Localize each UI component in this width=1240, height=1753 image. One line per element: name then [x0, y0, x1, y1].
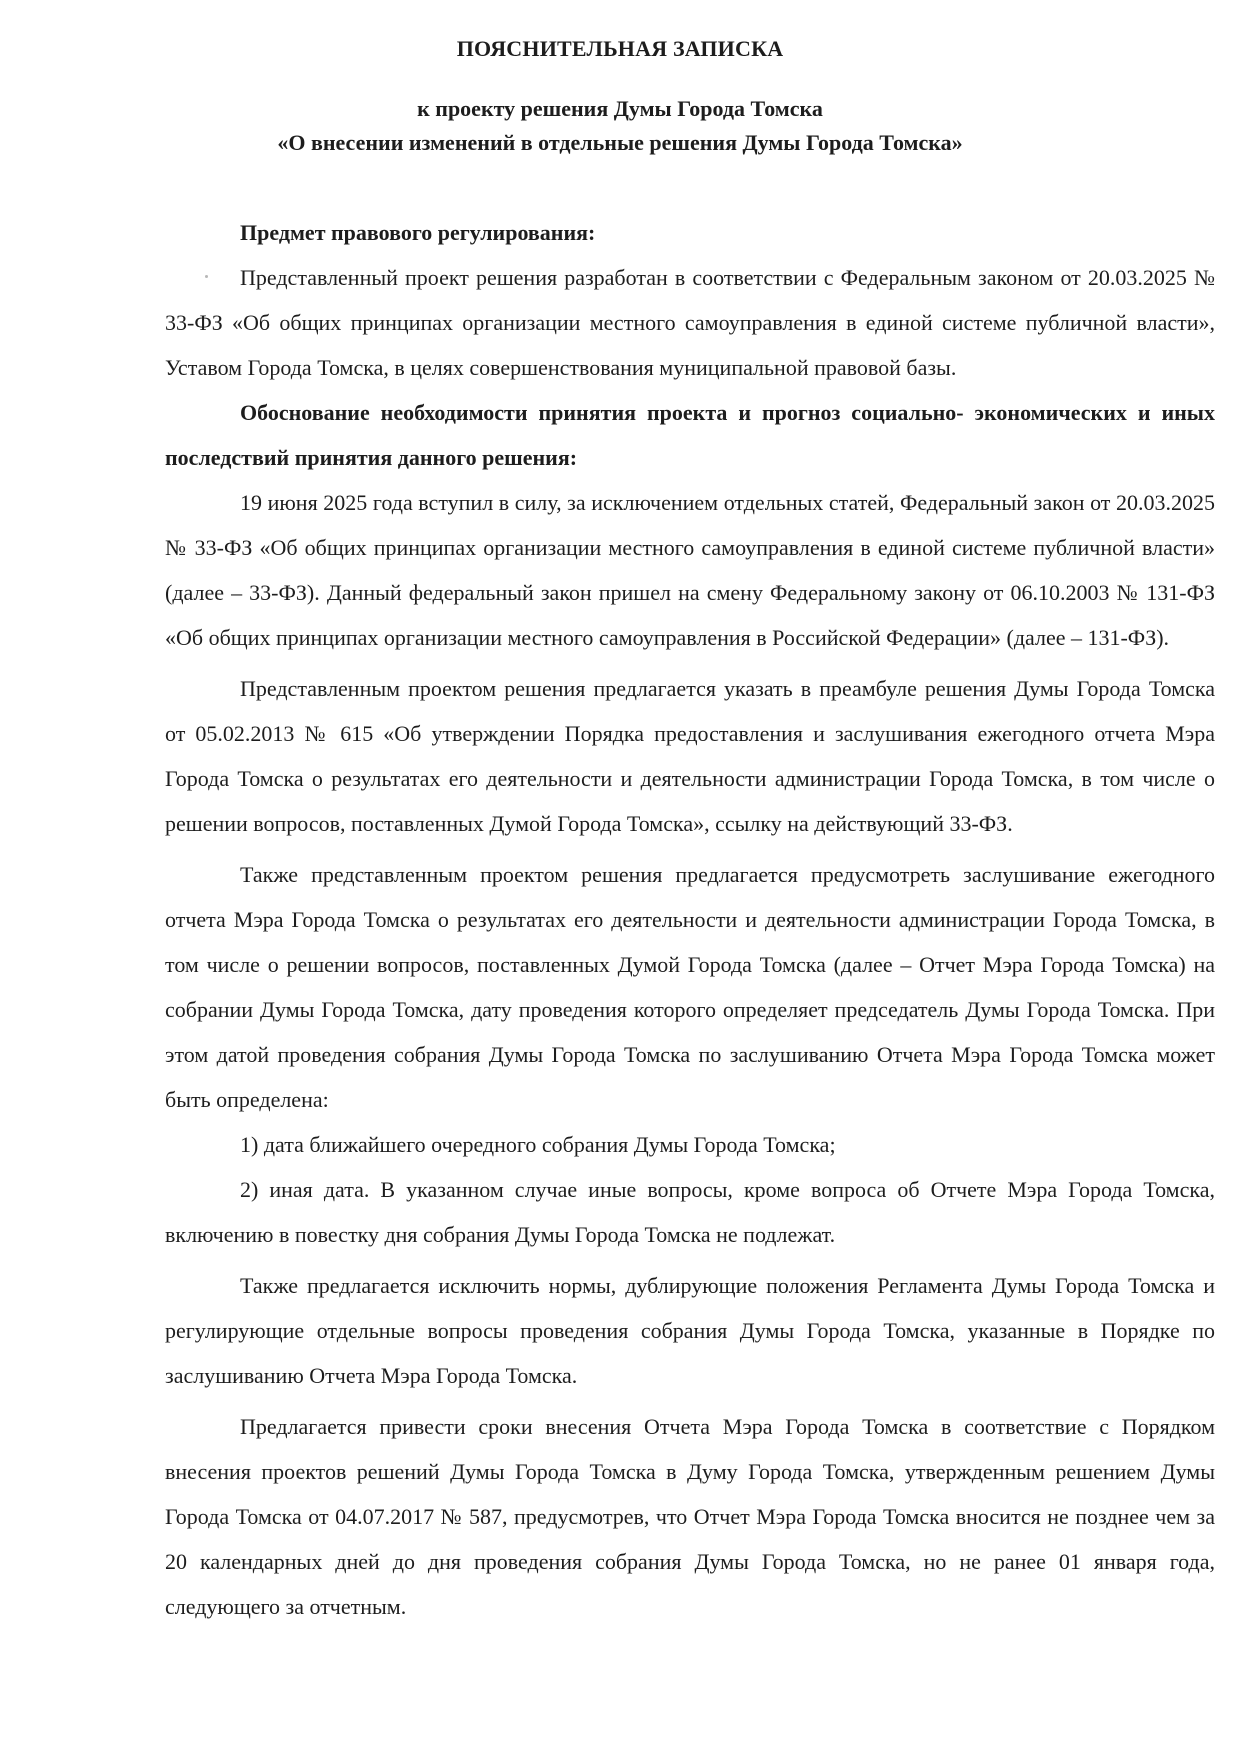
- list-item-1: 1) дата ближайшего очередного собрания Думы Города Томска;: [240, 1132, 836, 1157]
- subtitle-line-2: «О внесении изменений в отдельные решения Думы Города Томска»: [277, 130, 963, 155]
- rationale-paragraph-2: Представленным проектом решения предлагается указать в преамбуле решения Думы Города Томска от 05.02.2013 № 615 «Об утверждении Порядка предоставления и заслушивания ежегодного отчета Мэра Города Томска о результатах его деятельности и деятельности администрации Города Томска, в том числе о решении вопросов, поставленных Думой Города Томска», ссылку на действующий 33-ФЗ.: [165, 676, 1215, 836]
- subject-paragraph: Представленный проект решения разработан в соответствии с Федеральным законом от 20.03.2025 № 33-ФЗ «Об общих принципах организации местного самоуправления в единой системе публичной власти», Уставом Города Томска, в целях совершенствования муниципальной правовой базы.: [165, 265, 1215, 380]
- list-item-2: 2) иная дата. В указанном случае иные вопросы, кроме вопроса об Отчете Мэра Города Томска, включению в повестку дня собрания Думы Города Томска не подлежат.: [165, 1177, 1215, 1247]
- rationale-paragraph-5: Предлагается привести сроки внесения Отчета Мэра Города Томска в соответствие с Порядком внесения проектов решений Думы Города Томска в Думу Города Томска, утвержденным решением Думы Города Томска от 04.07.2017 № 587, предусмотрев, что Отчет Мэра Города Томска вносится не позднее чем за 20 календарных дней до дня проведения собрания Думы Города Томска, но не ранее 01 января года, следующего за отчетным.: [165, 1414, 1215, 1619]
- subject-heading: Предмет правового регулирования:: [240, 220, 596, 245]
- rationale-paragraph-3: Также представленным проектом решения предлагается предусмотреть заслушивание ежегодного отчета Мэра Города Томска о результатах его деятельности и деятельности администрации Города Томска, в том числе о решении вопросов, поставленных Думой Города Томска (далее – Отчет Мэра Города Томска) на собрании Думы Города Томска, дату проведения которого определяет председатель Думы Города Томска. При этом датой проведения собрания Думы Города Томска по заслушиванию Отчета Мэра Города Томска может быть определена:: [165, 862, 1215, 1112]
- rationale-heading: Обоснование необходимости принятия проекта и прогноз социально- экономических и иных последствий принятия данного решения:: [165, 400, 1215, 470]
- document-subtitle: [0, 92, 1240, 160]
- document-title: ПОЯСНИТЕЛЬНАЯ ЗАПИСКА: [456, 36, 784, 61]
- subtitle-line-1: к проекту решения Думы Города Томска: [417, 96, 823, 121]
- document-body: [165, 210, 1215, 1629]
- rationale-paragraph-1: 19 июня 2025 года вступил в силу, за исключением отдельных статей, Федеральный закон от 20.03.2025 № 33-ФЗ «Об общих принципах организации местного самоуправления в единой системе публичной власти» (далее – 33-ФЗ). Данный федеральный закон пришел на смену Федеральному закону от 06.10.2003 № 131-ФЗ «Об общих принципах организации местного самоуправления в Российской Федерации» (далее – 131-ФЗ).: [165, 490, 1215, 650]
- rationale-paragraph-4: Также предлагается исключить нормы, дублирующие положения Регламента Думы Города Томска и регулирующие отдельные вопросы проведения собрания Думы Города Томска, указанные в Порядке по заслушиванию Отчета Мэра Города Томска.: [165, 1273, 1215, 1388]
